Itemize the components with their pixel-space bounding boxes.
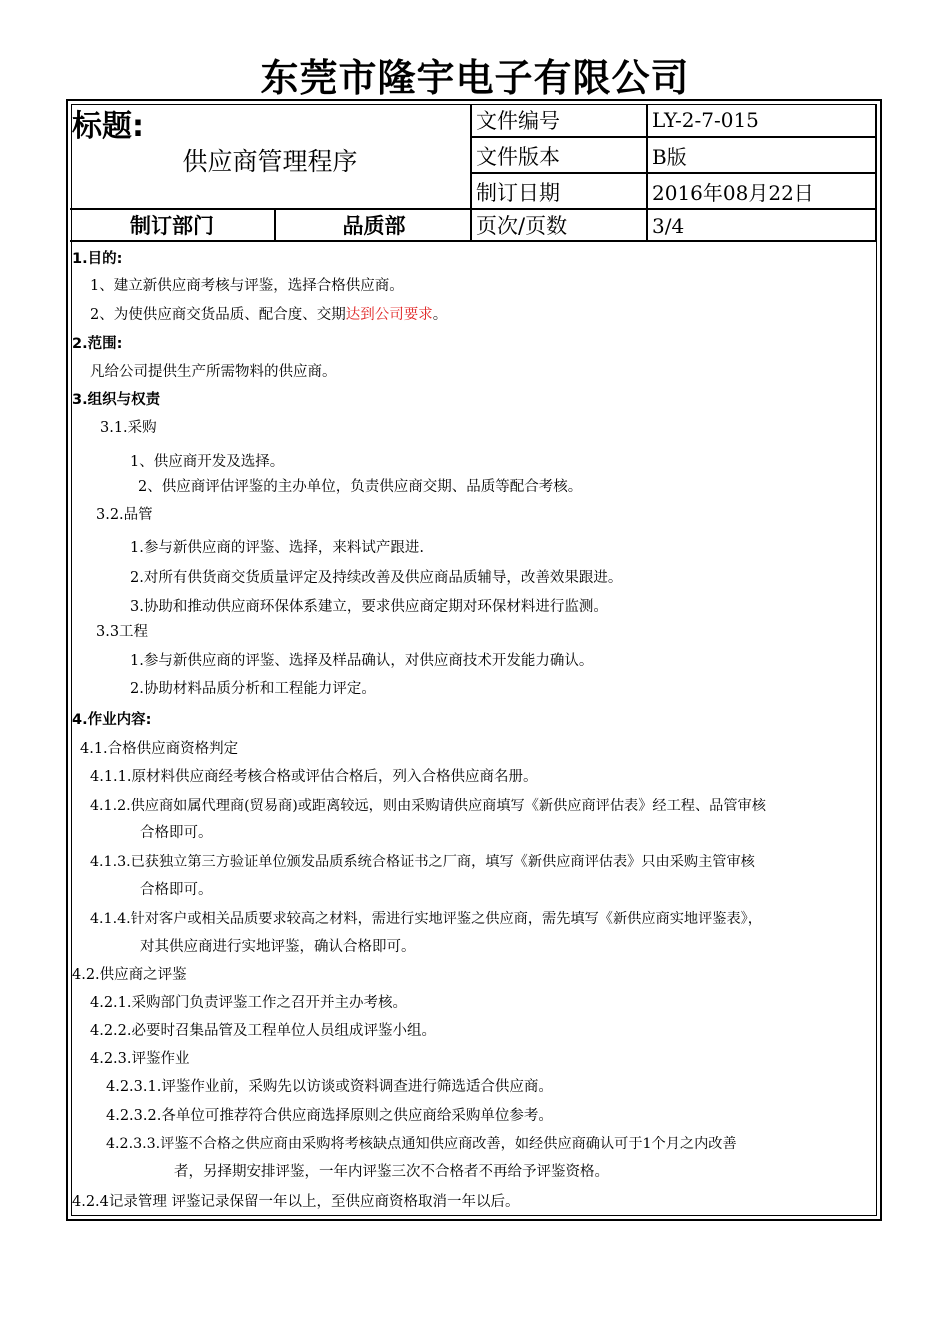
section-4-2-3: 4.2.3.评鉴作业 — [90, 1051, 190, 1067]
page-value: 3/4 — [652, 214, 685, 238]
section-3-2-heading: 3.2.品管 — [96, 507, 153, 523]
section-3-1-item-2: 2、供应商评估评鉴的主办单位，负责供应商交期、品质等配合考核。 — [138, 479, 583, 495]
section-1-item-1: 1、建立新供应商考核与评鉴，选择合格供应商。 — [90, 278, 404, 294]
section-4-1-4-line-2: 对其供应商进行实地评鉴，确认合格即可。 — [140, 939, 416, 955]
header-divider-horizontal-1 — [470, 136, 876, 138]
section-4-heading: 4.作业内容: — [72, 712, 152, 728]
section-4-2-heading: 4.2.供应商之评鉴 — [72, 967, 187, 983]
section-3-3-heading: 3.3工程 — [96, 624, 149, 640]
section-4-2-3-1: 4.2.3.1.评鉴作业前，采购先以访谈或资料调查进行筛选适合供应商。 — [106, 1079, 553, 1095]
header-divider-vertical-3 — [274, 208, 276, 240]
section-4-1-3-line-2: 合格即可。 — [140, 882, 213, 898]
section-1-item-2-end: 。 — [432, 307, 448, 323]
section-4-2-1: 4.2.1.采购部门负责评鉴工作之召开并主办考核。 — [90, 995, 408, 1011]
section-4-2-3-3-line-2: 者，另择期安排评鉴，一年内评鉴三次不合格者不再给予评鉴资格。 — [174, 1164, 609, 1180]
title-label: 标题: — [72, 109, 144, 144]
section-2-heading: 2.范围: — [72, 336, 123, 352]
section-4-2-4: 4.2.4记录管理 评鉴记录保留一年以上，至供应商资格取消一年以后。 — [72, 1194, 520, 1210]
header-divider-horizontal-3 — [70, 208, 876, 210]
section-3-2-item-2: 2.对所有供货商交货质量评定及持续改善及供应商品质辅导，改善效果跟进。 — [130, 570, 623, 586]
section-3-3-item-2: 2.协助材料品质分析和工程能力评定。 — [130, 681, 376, 697]
section-3-heading: 3.组织与权责 — [72, 392, 161, 408]
document-title: 供应商管理程序 — [182, 147, 358, 176]
issue-date-value: 2016年08月22日 — [652, 181, 814, 205]
doc-version-label: 文件版本 — [476, 145, 560, 169]
dept-value: 品质部 — [342, 214, 406, 238]
section-4-1-heading: 4.1.合格供应商资格判定 — [80, 741, 239, 757]
section-1-item-2-highlight: 达到公司要求 — [345, 307, 433, 323]
section-3-1-item-1: 1、供应商开发及选择。 — [130, 454, 285, 470]
section-3-3-item-1: 1.参与新供应商的评鉴、选择及样品确认，对供应商技术开发能力确认。 — [130, 653, 594, 669]
section-3-1-heading: 3.1.采购 — [100, 420, 157, 436]
section-4-2-3-2: 4.2.3.2.各单位可推荐符合供应商选择原则之供应商给采购单位参考。 — [106, 1108, 553, 1124]
section-3-2-item-1: 1.参与新供应商的评鉴、选择，来料试产跟进. — [130, 540, 424, 556]
doc-number-label: 文件编号 — [476, 109, 560, 133]
section-1-item-2 — [90, 305, 447, 325]
section-4-1-2-line-2: 合格即可。 — [140, 825, 213, 841]
section-4-1-1: 4.1.1.原材料供应商经考核合格或评估合格后，列入合格供应商名册。 — [90, 769, 538, 785]
section-4-2-3-3-line-1: 4.2.3.3.评鉴不合格之供应商由采购将考核缺点通知供应商改善，如经供应商确认可于1个月之内改善 — [106, 1136, 737, 1152]
section-1-item-2-text: 2、为使供应商交货品质、配合度、交期 — [90, 307, 346, 323]
section-4-1-3-line-1: 4.1.3.已获独立第三方验证单位颁发品质系统合格证书之厂商，填写《新供应商评估表》只由采购主管审核 — [90, 854, 755, 870]
section-4-2-2: 4.2.2.必要时召集品管及工程单位人员组成评鉴小组。 — [90, 1023, 437, 1039]
header-divider-horizontal-2 — [470, 172, 876, 174]
company-name: 东莞市隆宇电子有限公司 — [260, 56, 690, 100]
doc-version-value: B版 — [652, 145, 687, 169]
doc-number-value: LY-2-7-015 — [652, 108, 759, 132]
section-4-1-2-line-1: 4.1.2.供应商如属代理商(贸易商)或距离较远，则由采购请供应商填写《新供应商评估表》经工程、品管审核 — [90, 798, 766, 814]
section-1-heading: 1.目的: — [72, 251, 123, 267]
dept-label: 制订部门 — [130, 214, 214, 238]
page-label: 页次/页数 — [476, 214, 568, 238]
section-4-1-4-line-1: 4.1.4.针对客户或相关品质要求较高之材料，需进行实地评鉴之供应商，需先填写《新供应商实地评鉴表》， — [90, 911, 762, 927]
section-2-item-1: 凡给公司提供生产所需物料的供应商。 — [90, 364, 337, 380]
section-3-2-item-3: 3.协助和推动供应商环保体系建立，要求供应商定期对环保材料进行监测。 — [130, 599, 608, 615]
issue-date-label: 制订日期 — [476, 181, 560, 205]
